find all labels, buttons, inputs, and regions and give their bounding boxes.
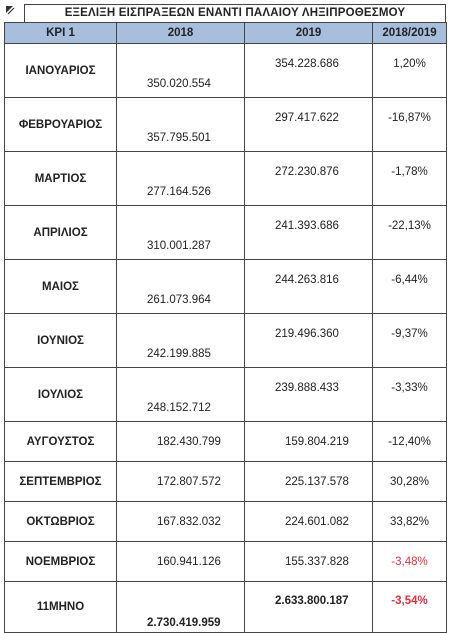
total-change-cell: -3,54%: [373, 582, 447, 633]
change-cell: -3,33%: [373, 368, 447, 422]
receipts-table: [4, 22, 447, 633]
change-cell: -12,40%: [373, 422, 447, 462]
value-2019-cell: 354.228.686: [245, 44, 373, 98]
total-2019-cell: 2.633.800.187: [245, 582, 373, 633]
header-change: 2018/2019: [373, 23, 447, 44]
change-cell: 1,20%: [373, 44, 447, 98]
change-cell: -16,87%: [373, 98, 447, 152]
value-2019-cell: 159.804.219: [245, 422, 373, 462]
table-row: [5, 422, 447, 462]
table-row: [5, 206, 447, 260]
value-2018-cell: 261.073.964: [117, 260, 245, 314]
header-row: [5, 23, 447, 44]
month-cell: ΙΑΝΟΥΑΡΙΟΣ: [5, 44, 117, 98]
month-cell: ΙΟΥΛΙΟΣ: [5, 368, 117, 422]
table-row: [5, 502, 447, 542]
table-row: [5, 462, 447, 502]
value-2019-cell: 272.230.876: [245, 152, 373, 206]
table-title: [24, 4, 446, 22]
value-2018-cell: 160.941.126: [117, 542, 245, 582]
total-label-cell: 11ΜΗΝΟ: [5, 582, 117, 633]
header-kri: ΚΡΙ 1: [5, 23, 117, 44]
expand-arrow-icon[interactable]: [5, 5, 17, 17]
total-row: [5, 582, 447, 633]
value-2018-cell: 248.152.712: [117, 368, 245, 422]
month-cell: ΜΑΡΤΙΟΣ: [5, 152, 117, 206]
table-body: [5, 44, 447, 633]
table-row: [5, 44, 447, 98]
header-2018: 2018: [117, 23, 245, 44]
change-cell: 33,82%: [373, 502, 447, 542]
table-title-text: ΕΞΕΛΙΞΗ ΕΙΣΠΡΑΞΕΩΝ ΕΝΑΝΤΙ ΠΑΛΑΙΟΥ ΛΗΞΙΠΡΟΘΕΣΜΟΥ: [64, 7, 406, 19]
value-2018-cell: 350.020.554: [117, 44, 245, 98]
month-cell: ΝΟΕΜΒΡΙΟΣ: [5, 542, 117, 582]
value-2019-cell: 244.263.816: [245, 260, 373, 314]
table-row: [5, 152, 447, 206]
change-cell: -1,78%: [373, 152, 447, 206]
table-row: [5, 260, 447, 314]
value-2018-cell: 182.430.799: [117, 422, 245, 462]
table-row: [5, 314, 447, 368]
value-2018-cell: 172.807.572: [117, 462, 245, 502]
change-cell: 30,28%: [373, 462, 447, 502]
value-2018-cell: 242.199.885: [117, 314, 245, 368]
value-2019-cell: 241.393.686: [245, 206, 373, 260]
table-row: [5, 368, 447, 422]
value-2019-cell: 225.137.578: [245, 462, 373, 502]
month-cell: ΙΟΥΝΙΟΣ: [5, 314, 117, 368]
value-2018-cell: 310.001.287: [117, 206, 245, 260]
change-cell: -22,13%: [373, 206, 447, 260]
month-cell: ΜΑΙΟΣ: [5, 260, 117, 314]
change-cell: -9,37%: [373, 314, 447, 368]
month-cell: ΣΕΠΤΕΜΒΡΙΟΣ: [5, 462, 117, 502]
value-2019-cell: 224.601.082: [245, 502, 373, 542]
month-cell: ΟΚΤΩΒΡΙΟΣ: [5, 502, 117, 542]
value-2018-cell: 357.795.501: [117, 98, 245, 152]
change-cell: -6,44%: [373, 260, 447, 314]
value-2019-cell: 297.417.622: [245, 98, 373, 152]
value-2019-cell: 155.337.828: [245, 542, 373, 582]
month-cell: ΑΥΓΟΥΣΤΟΣ: [5, 422, 117, 462]
value-2019-cell: 239.888.433: [245, 368, 373, 422]
month-cell: ΑΠΡΙΛΙΟΣ: [5, 206, 117, 260]
value-2018-cell: 167.832.032: [117, 502, 245, 542]
header-2019: 2019: [245, 23, 373, 44]
total-2018-cell: 2.730.419.959: [117, 582, 245, 633]
value-2018-cell: 277.164.526: [117, 152, 245, 206]
change-cell: -3,48%: [373, 542, 447, 582]
table-row: [5, 542, 447, 582]
table-row: [5, 98, 447, 152]
value-2019-cell: 219.496.360: [245, 314, 373, 368]
receipts-table-container: [4, 4, 446, 633]
month-cell: ΦΕΒΡΟΥΑΡΙΟΣ: [5, 98, 117, 152]
